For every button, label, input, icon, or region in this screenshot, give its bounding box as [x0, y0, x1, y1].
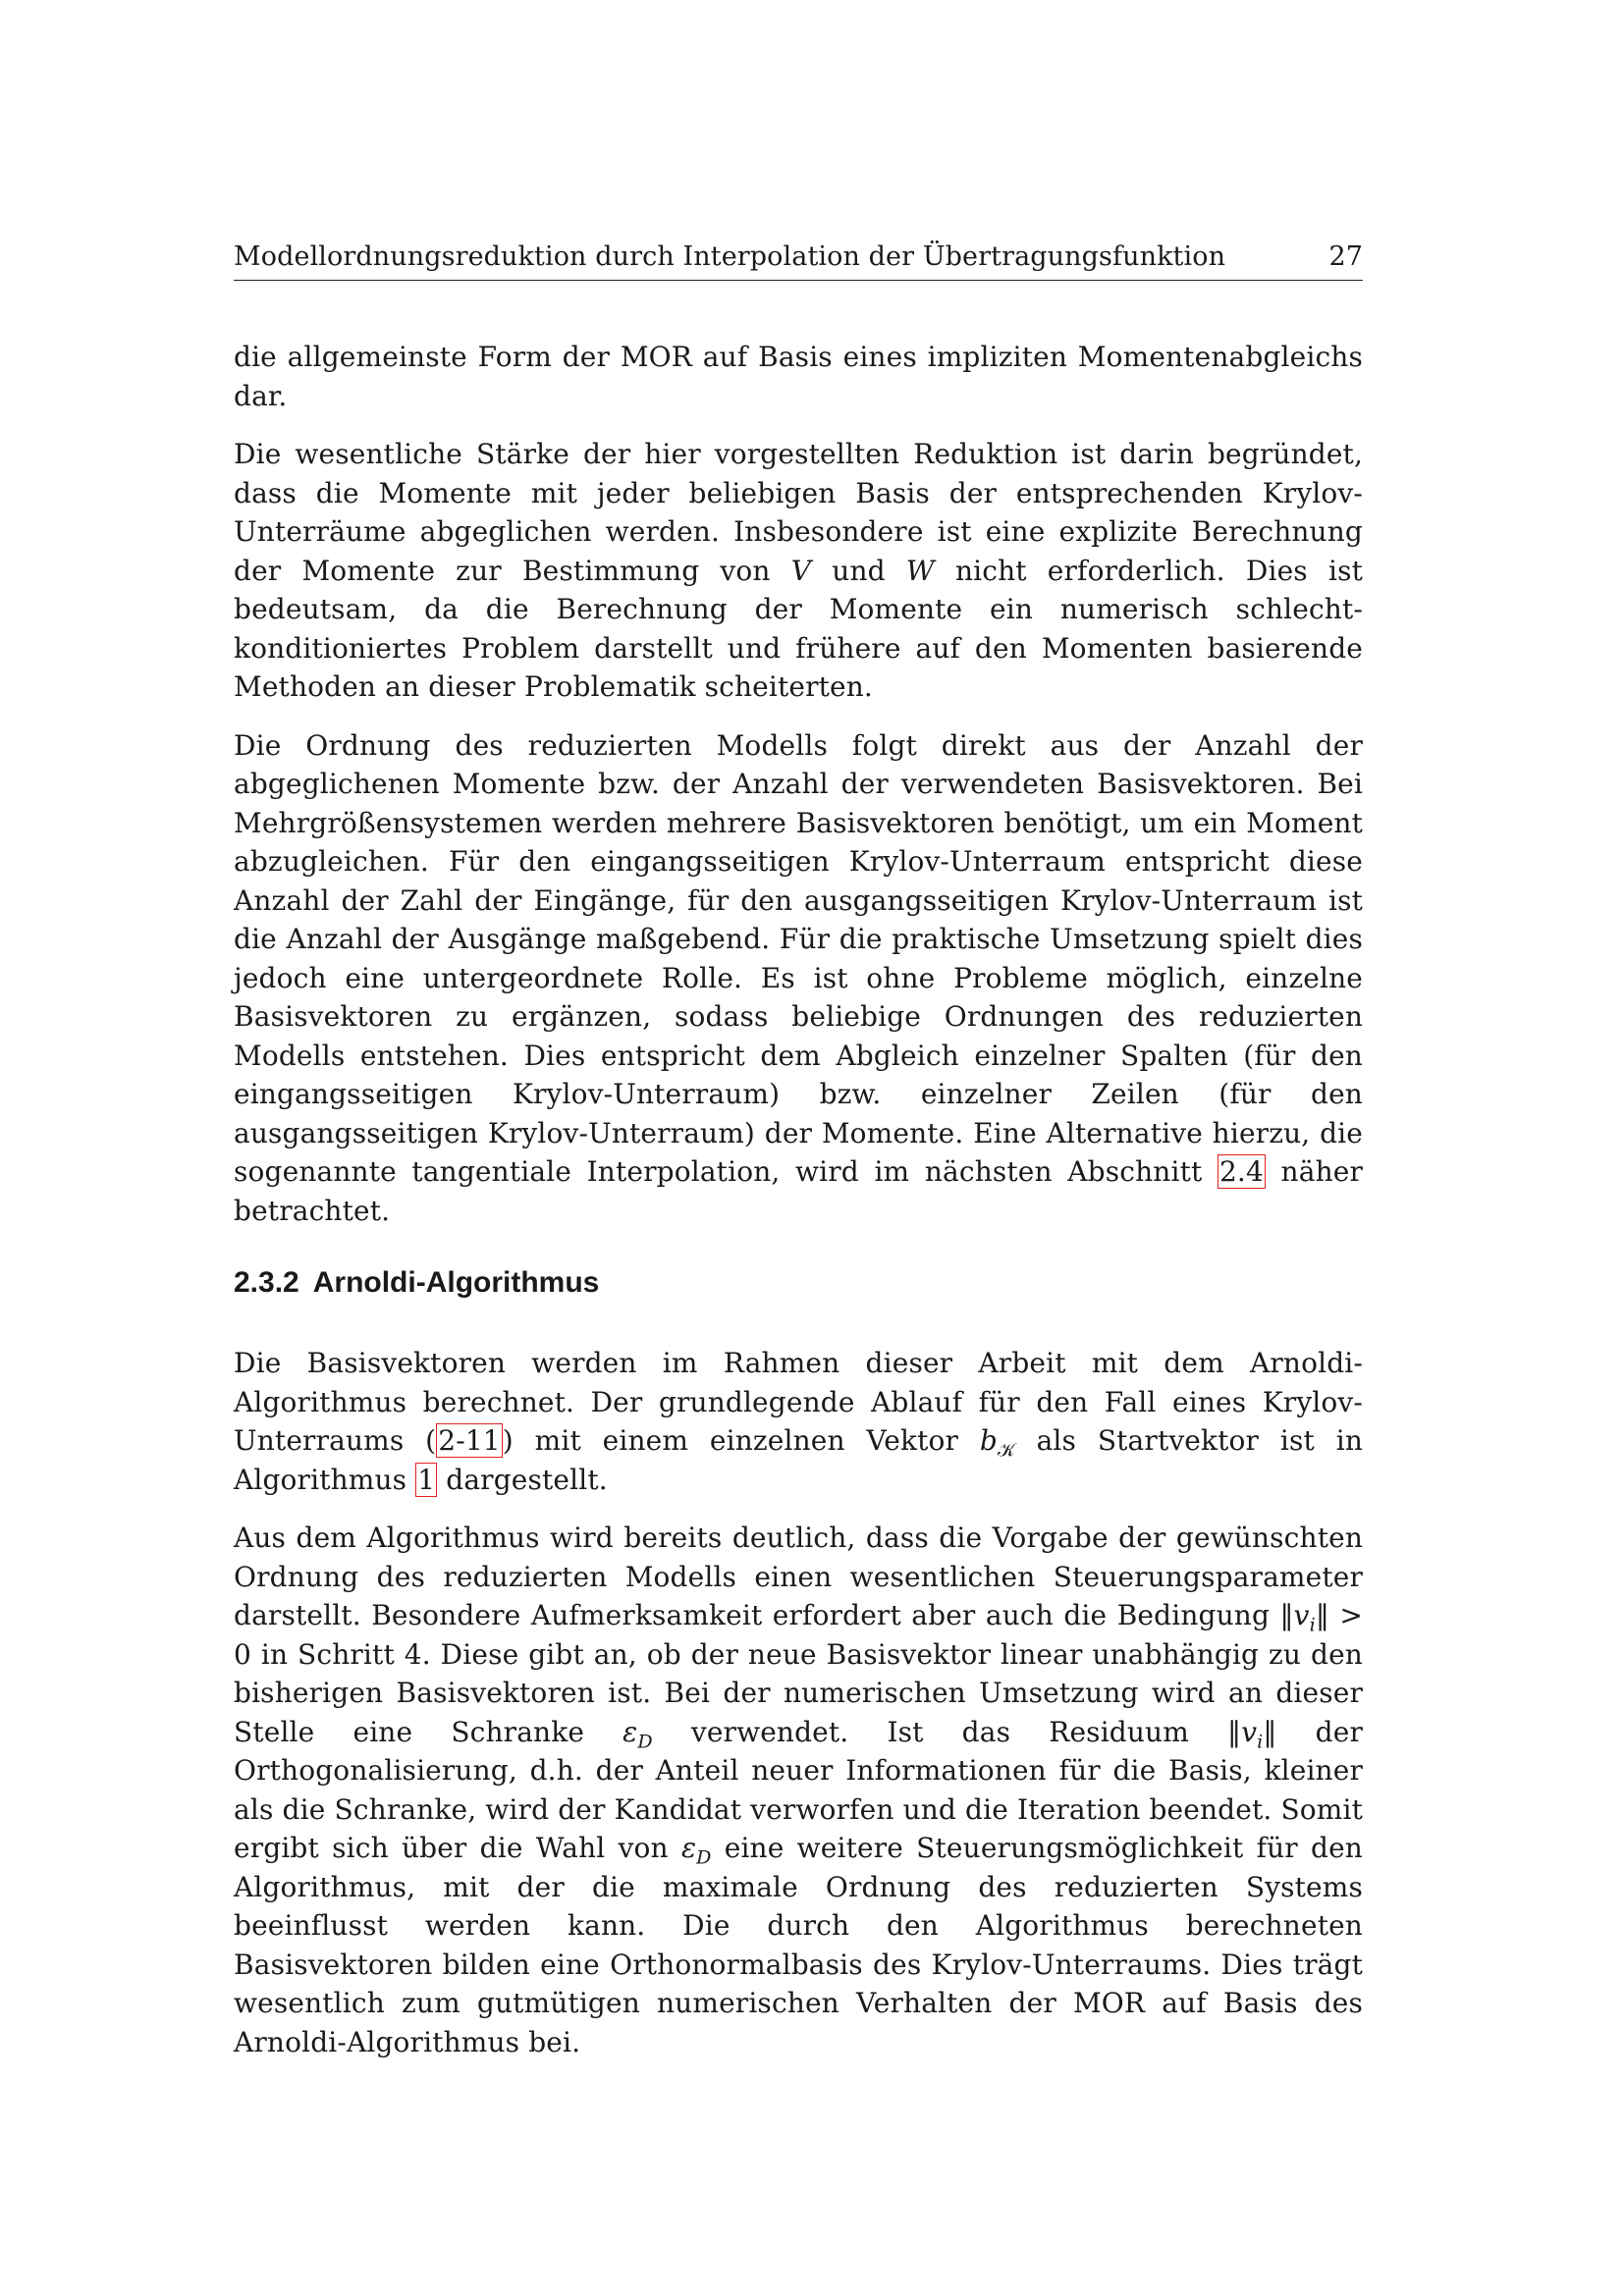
math-W: W: [905, 554, 935, 587]
body-text: [234, 338, 1363, 2061]
paragraph-1: die allgemeinste Form der MOR auf Basis eines impliziten Momentenabgleichs dar.: [234, 341, 1363, 412]
paragraph-3: Die Ordnung des reduzierten Modells folgt direkt aus der Anzahl der abgeglichenen Momente bzw. der Anzahl der verwendeten Basisvektoren. Bei Mehrgrößensystemen werden mehrere Basisvektoren benötigt, um ein Moment abzugleichen. Für den eingangsseitigen Krylov-Unterraum entspricht diese Anzahl der Zahl der Eingänge, für den ausgangsseitigen Krylov-Unterraum ist die Anzahl der Ausgänge maßgebend. Für die praktische Umsetzung spielt dies jedoch eine untergeordnete Rolle. Es ist ohne Probleme möglich, einzelne Basisvektoren zu ergänzen, sodass beliebige Ordnungen des reduzierten Modells entstehen. Dies entspricht dem Abgleich einzelner Spalten (für den eingangsseitigen Krylov-Unterraum) bzw. einzelner Zeilen (für den ausgangsseitigen Krylov-Unterraum) der Momente. Eine Alternative hierzu, die sogenannte tangentiale Interpolation, wird im nächsten Abschnitt 2.4 näher betrachtet.: [234, 728, 1364, 1227]
math-b: b: [979, 1424, 998, 1457]
section-number: 2.3.2: [234, 1266, 299, 1299]
equation-ref-link[interactable]: 2-11: [438, 1424, 501, 1457]
algorithm-ref-link[interactable]: 1: [417, 1463, 436, 1496]
section-ref-link[interactable]: 2.4: [1218, 1155, 1264, 1188]
paragraph-5: Aus dem Algorithmus wird bereits deutlich, dass die Vorgabe der gewünschten Ordnung des reduzierten Modells einen wesentlichen Steuerungsparameter darstellt. Besondere Aufmerksamkeit erfordert aber auch die Bedingung $‖v_i‖ > 0$ in Schritt 4. Diese gibt an, ob der neue Basisvektor linear unabhängig zu den bisherigen Basisvektoren ist. Bei der numerischen Umsetzung wird an dieser Stelle eine Schranke $\varepsilon_D$ verwendet. Ist das Residuum $‖v_i‖$ der Orthogonalisierung, d.h. der Anteil neuer Informationen für die Basis, kleiner als die Schranke, wird der Kandidat verworfen und die Iteration beendet. Somit ergibt sich über die Wahl von $\varepsilon_D$ eine weitere Steuerungsmöglichkeit für den Algorithmus, mit der die maximale Ordnung des reduzierten Systems beeinflusst werden kann. Die durch den Algorithmus berechneten Basisvektoren bilden eine Orthonormalbasis des Krylov-Unterraums. Dies trägt wesentlich zum gutmütigen numerischen Verhalten der MOR auf Basis des Arnoldi-Algorithmus bei.: [234, 1522, 1364, 2058]
page: [234, 240, 1363, 2081]
page-number: 27: [1328, 241, 1363, 272]
running-header-title: Modellordnungsreduktion durch Interpolation der Übertragungsfunktion: [234, 241, 1226, 272]
math-epsilon: ε: [680, 1832, 697, 1864]
math-V: V: [790, 554, 812, 587]
math-v: v: [1293, 1599, 1310, 1631]
paragraph-4: Die Basisvektoren werden im Rahmen dieser Arbeit mit dem Arnoldi-Algorithmus berechnet. Der grundlegende Ablauf für den Fall eines Krylov-Unterraums (2-11) mit einem einzelnen Vektor $b_𝒦$ als Startvektor ist in Algorithmus 1 dargestellt.: [234, 1347, 1363, 1496]
section-heading: [234, 1263, 1363, 1303]
running-header: [234, 240, 1363, 281]
math-epsilon: ε: [623, 1715, 638, 1748]
section-title: Arnoldi-Algorithmus: [312, 1266, 600, 1299]
math-v: v: [1241, 1715, 1258, 1748]
math-b-subscript: 𝒦: [997, 1439, 1015, 1462]
paragraph-2: Die wesentliche Stärke der hier vorgestellten Reduktion ist darin begründet, dass die Momente mit jeder beliebigen Basis der entsprechenden Krylov-Unterräume abgeglichen werden. Insbesondere ist eine explizite Berechnung der Momente zur Bestimmung von V und W nicht erforderlich. Dies ist bedeutsam, da die Berechnung der Momente ein numerisch schlecht-konditioniertes Problem darstellt und frühere auf den Momenten basierende Methoden an dieser Problematik scheiterten.: [234, 438, 1363, 703]
